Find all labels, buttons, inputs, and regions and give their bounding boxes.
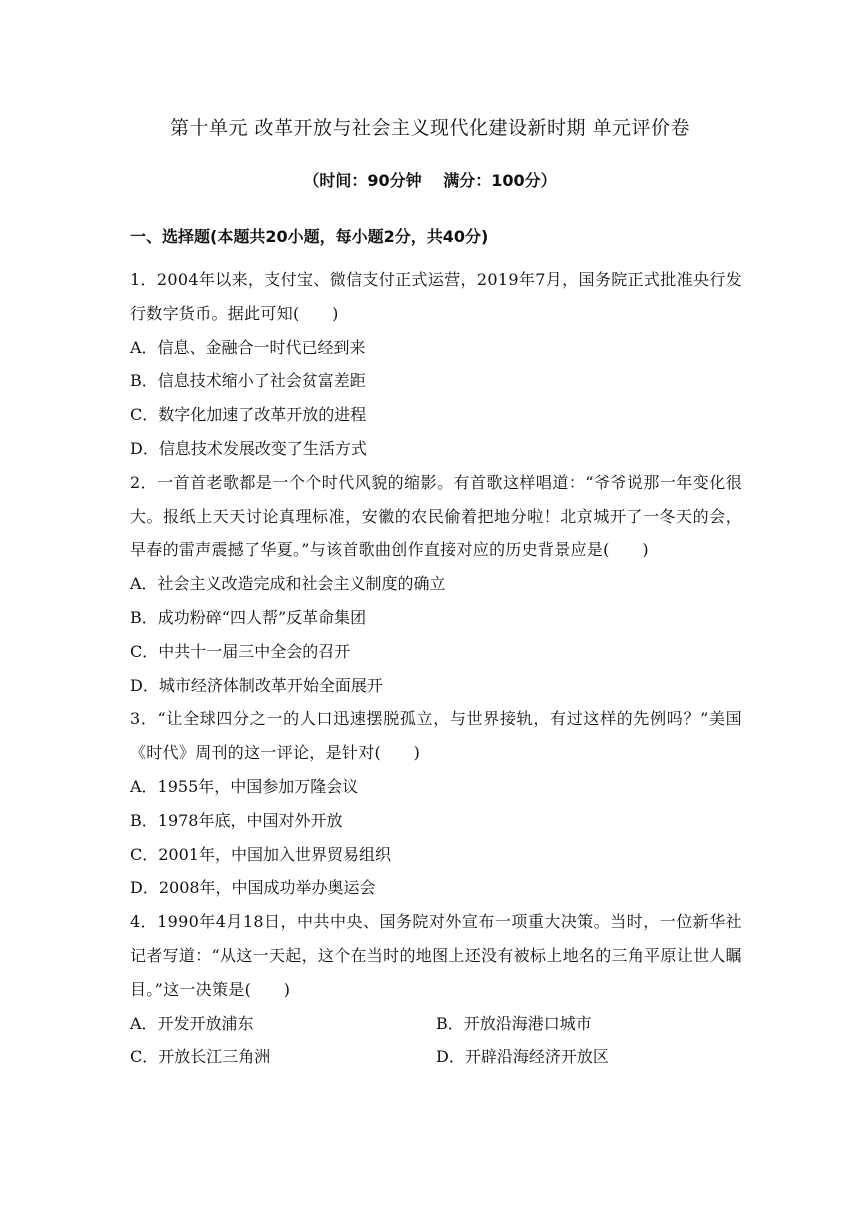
option-row — [130, 1040, 742, 1074]
option-b: B．开放沿海港口城市 — [436, 1013, 592, 1033]
question-list — [130, 263, 742, 1074]
option-d: D．开辟沿海经济开放区 — [436, 1047, 609, 1067]
question-2 — [130, 466, 742, 703]
option-a: A．信息、金融合一时代已经到来 — [130, 337, 366, 357]
option-b: B．信息技术缩小了社会贫富差距 — [130, 371, 366, 391]
option-d: D．信息技术发展改变了生活方式 — [130, 438, 367, 458]
option-d: D．城市经济体制改革开始全面展开 — [130, 675, 383, 695]
option-a: A．1955年，中国参加万隆会议 — [130, 776, 359, 796]
question-1 — [130, 263, 742, 466]
page-title: 第十单元 改革开放与社会主义现代化建设新时期 单元评价卷 — [169, 117, 691, 139]
option-row — [130, 1007, 742, 1041]
exam-duration-and-score: （时间：90分钟 满分：100分） — [303, 171, 557, 190]
option-c: C．中共十一届三中全会的召开 — [130, 641, 351, 661]
option-b: B．成功粉碎“四人帮”反革命集团 — [130, 607, 367, 627]
option-c: C．2001年，中国加入世界贸易组织 — [130, 844, 391, 864]
option-d: D．2008年，中国成功举办奥运会 — [130, 878, 376, 898]
option-b: B．1978年底，中国对外开放 — [130, 810, 343, 830]
option-c: C．开放长江三角洲 — [130, 1047, 271, 1067]
option-c: C．数字化加速了改革开放的进程 — [130, 405, 367, 425]
section-heading: 一、选择题(本题共20小题，每小题2分，共40分) — [130, 227, 489, 246]
option-a: A．开发开放浦东 — [130, 1013, 254, 1033]
question-3 — [130, 702, 742, 905]
question-stem: 1．2004年以来，支付宝、微信支付正式运营，2019年7月，国务院正式批准央行发行数字货币。据此可知( ) — [130, 270, 742, 323]
question-stem: 2．一首首老歌都是一个个时代风貌的缩影。有首歌这样唱道：“爷爷说那一年变化很大。报纸上天天讨论真理标准，安徽的农民偷着把地分啦！北京城开了一冬天的会，早春的雷声震撼了华夏。”与该首歌曲创作直接对应的历史背景应是( ) — [130, 472, 742, 560]
option-a: A．社会主义改造完成和社会主义制度的确立 — [130, 574, 446, 594]
question-stem: 4．1990年4月18日，中共中央、国务院对外宣布一项重大决策。当时，一位新华社记者写道：“从这一天起，这个在当时的地图上还没有被标上地名的三角平原让世人瞩目。”这一决策是( ) — [130, 912, 742, 999]
question-4 — [130, 905, 742, 1074]
question-stem: 3．“让全球四分之一的人口迅速摆脱孤立，与世界接轨，有过这样的先例吗？”美国《时代》周刊的这一评论，是针对( ) — [130, 709, 742, 763]
